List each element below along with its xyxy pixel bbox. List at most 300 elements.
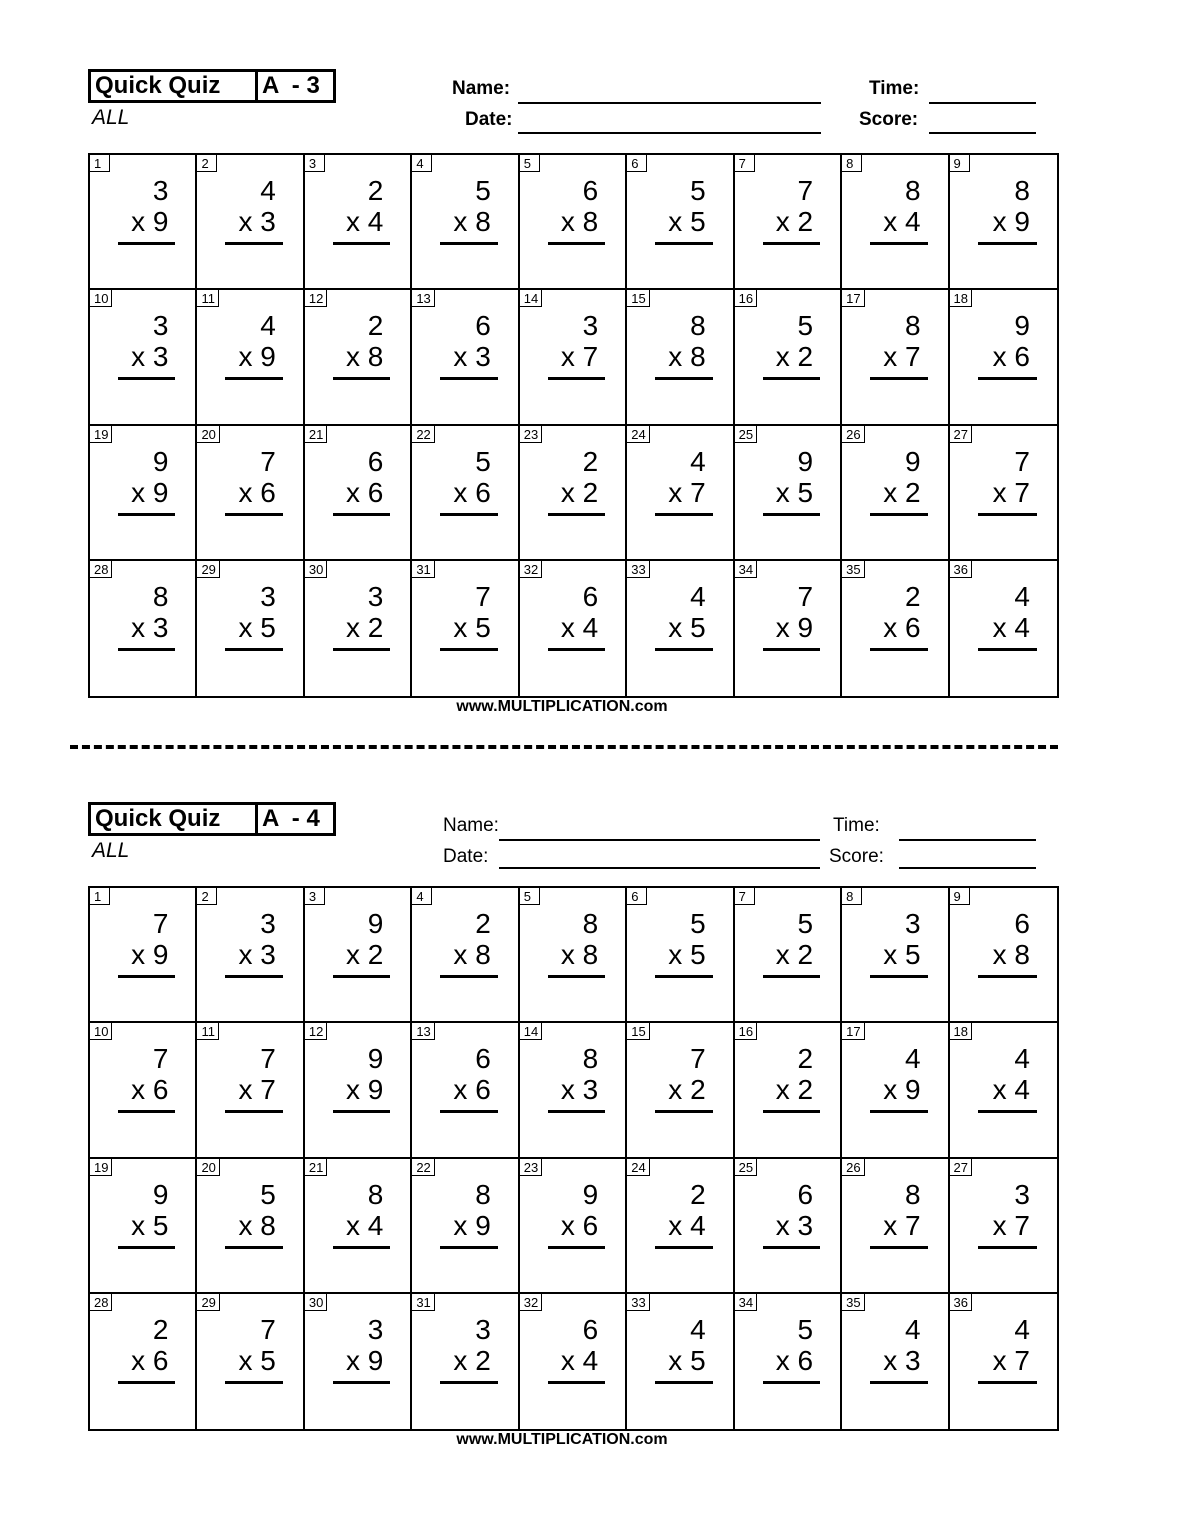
times-sign: x: [453, 1209, 476, 1241]
multiplicand: 3: [367, 580, 384, 612]
problem-cell[interactable]: [520, 561, 627, 696]
problem-cell[interactable]: [627, 1159, 734, 1294]
times-sign: x: [775, 1209, 798, 1241]
times-sign: x: [560, 341, 583, 373]
multiplier: 6: [367, 476, 384, 508]
problem-cell[interactable]: [735, 426, 842, 561]
multiplier: 5: [690, 1344, 706, 1376]
answer-line: [548, 648, 605, 651]
time-field[interactable]: [929, 102, 1036, 104]
answer-line: [440, 975, 497, 978]
multiplier: 2: [367, 939, 384, 970]
times-sign: x: [668, 341, 691, 373]
times-sign: x: [560, 476, 583, 508]
multiplicand: 2: [904, 580, 921, 612]
multiplier: 7: [1014, 1344, 1030, 1376]
multiplicand: 4: [1014, 1313, 1030, 1345]
problem-number: 32: [520, 1294, 542, 1311]
problem-cell[interactable]: [197, 561, 304, 696]
problem-cell[interactable]: [842, 1159, 949, 1294]
score-field[interactable]: [929, 132, 1036, 134]
times-sign: x: [992, 1209, 1015, 1241]
times-sign: x: [668, 206, 691, 237]
problem-number: 27: [950, 426, 972, 443]
multiplier: 5: [260, 1344, 276, 1376]
times-sign: x: [775, 206, 798, 237]
multiplicand: 6: [475, 310, 491, 342]
multiplicand: 5: [690, 908, 706, 939]
answer-line: [655, 975, 712, 978]
problem-number: 34: [735, 561, 757, 578]
multiplicand: 3: [260, 580, 276, 612]
problem-cell[interactable]: [197, 888, 304, 1023]
multiplier: 2: [367, 611, 384, 643]
problem-cell[interactable]: [197, 155, 304, 290]
multiplier: 2: [797, 341, 814, 373]
problem-cell[interactable]: [520, 888, 627, 1023]
multiplier-row: [453, 477, 490, 509]
times-sign: x: [668, 1344, 691, 1376]
problem-cell[interactable]: [412, 290, 519, 425]
answer-line: [118, 1110, 175, 1113]
multiplier: 5: [152, 1209, 169, 1241]
problem-number: 26: [842, 1159, 864, 1176]
multiplicand: 8: [367, 1178, 384, 1210]
problem-cell[interactable]: [950, 1023, 1057, 1158]
multiplier-row: [883, 341, 920, 373]
multiplier-row: [239, 206, 276, 238]
problem-number: 6: [627, 888, 647, 905]
problem-number: 5: [520, 888, 540, 905]
problem-cell[interactable]: [90, 426, 197, 561]
multiplier: 8: [582, 939, 599, 970]
problem-number: 7: [735, 155, 755, 172]
multiplier-row: [561, 1074, 598, 1106]
multiplicand: 7: [152, 908, 169, 939]
multiplier-row: [883, 612, 920, 644]
problem-cell[interactable]: [412, 1294, 519, 1429]
times-sign: x: [131, 1344, 153, 1376]
times-sign: x: [345, 611, 368, 643]
multiplier-row: [776, 1210, 813, 1242]
answer-line: [763, 513, 820, 516]
problem-cell[interactable]: [950, 1294, 1057, 1429]
problem-cell[interactable]: [842, 1294, 949, 1429]
multiplier-row: [239, 939, 276, 971]
multiplier-row: [776, 341, 813, 373]
multiplicand: 2: [367, 310, 384, 342]
times-sign: x: [238, 611, 261, 643]
problem-cell[interactable]: [305, 1294, 412, 1429]
score-label: Score:: [859, 109, 919, 130]
answer-line: [548, 513, 605, 516]
answer-line: [440, 377, 497, 380]
problem-cell[interactable]: [627, 426, 734, 561]
times-sign: x: [238, 341, 261, 373]
multiplier-row: [346, 206, 383, 238]
footer-url: www.MULTIPLICATION.com: [456, 1431, 668, 1448]
multiplier-row: [668, 477, 705, 509]
times-sign: x: [345, 476, 368, 508]
multiplicand: 8: [152, 580, 169, 612]
problem-number: 32: [520, 561, 542, 578]
multiplier: 6: [797, 1344, 814, 1376]
problem-number: 36: [950, 1294, 972, 1311]
multiplier-row: [993, 939, 1030, 971]
multiplier: 8: [475, 206, 491, 237]
multiplier: 9: [1014, 206, 1030, 237]
multiplier: 2: [797, 1074, 814, 1106]
multiplicand: 3: [475, 1313, 491, 1345]
problem-cell[interactable]: [520, 1023, 627, 1158]
multiplicand: 3: [904, 908, 921, 939]
problem-number: 14: [520, 290, 542, 307]
answer-line: [225, 1381, 282, 1384]
problem-cell[interactable]: [90, 1023, 197, 1158]
problem-cell[interactable]: [735, 155, 842, 290]
problem-cell[interactable]: [627, 888, 734, 1023]
multiplier-row: [131, 1210, 168, 1242]
multiplier: 3: [152, 341, 169, 373]
multiplicand: 2: [690, 1178, 706, 1210]
times-sign: x: [238, 1209, 261, 1241]
answer-line: [440, 513, 497, 516]
problem-number: 21: [305, 426, 327, 443]
multiplier: 5: [475, 611, 491, 643]
multiplier-row: [883, 206, 920, 238]
problem-cell[interactable]: [735, 1159, 842, 1294]
problem-cell[interactable]: [305, 888, 412, 1023]
answer-line: [655, 1381, 712, 1384]
problem-number: 1: [90, 888, 110, 905]
answer-line: [118, 242, 175, 245]
problem-cell[interactable]: [90, 290, 197, 425]
multiplier-row: [883, 1345, 920, 1377]
answer-line: [118, 975, 175, 978]
multiplicand: 5: [475, 175, 491, 206]
problem-cell[interactable]: [842, 1023, 949, 1158]
problem-cell[interactable]: [305, 290, 412, 425]
problem-number: 30: [305, 1294, 327, 1311]
multiplier: 5: [797, 476, 814, 508]
multiplier: 3: [475, 341, 491, 373]
multiplier: 2: [904, 476, 921, 508]
multiplicand: 9: [582, 1178, 599, 1210]
answer-line: [225, 242, 282, 245]
problem-cell[interactable]: [412, 888, 519, 1023]
times-sign: x: [668, 1209, 691, 1241]
multiplicand: 8: [582, 1043, 599, 1075]
answer-line: [440, 648, 497, 651]
multiplier-row: [453, 612, 490, 644]
multiplicand: 9: [367, 908, 384, 939]
multiplier: 4: [582, 611, 599, 643]
answer-line: [763, 975, 820, 978]
times-sign: x: [131, 341, 153, 373]
times-sign: x: [668, 611, 691, 643]
problem-number: 31: [412, 561, 434, 578]
problem-cell[interactable]: [305, 155, 412, 290]
multiplier: 5: [904, 939, 921, 970]
times-sign: x: [453, 341, 476, 373]
multiplicand: 5: [475, 445, 491, 477]
problem-number: 13: [412, 1023, 434, 1040]
problem-cell[interactable]: [90, 561, 197, 696]
date-label: Date:: [465, 109, 513, 130]
score-label: Score:: [829, 846, 884, 867]
times-sign: x: [238, 1074, 261, 1106]
times-sign: x: [453, 1074, 476, 1106]
multiplier-row: [776, 612, 813, 644]
multiplier: 6: [152, 1074, 169, 1106]
multiplier-row: [346, 341, 383, 373]
problem-cell[interactable]: [520, 155, 627, 290]
multiplier: 7: [582, 341, 599, 373]
problem-cell[interactable]: [950, 561, 1057, 696]
multiplier-row: [561, 206, 598, 238]
multiplicand: 2: [582, 445, 599, 477]
answer-line: [763, 648, 820, 651]
multiplicand: 7: [797, 175, 814, 206]
problem-cell[interactable]: [842, 561, 949, 696]
multiplier: 8: [367, 341, 384, 373]
multiplier: 8: [582, 206, 599, 237]
score-field[interactable]: [899, 867, 1036, 869]
date-field[interactable]: [499, 867, 820, 869]
multiplier: 3: [152, 611, 169, 643]
answer-line: [763, 1110, 820, 1113]
problem-cell[interactable]: [520, 1294, 627, 1429]
multiplier: 5: [690, 206, 706, 237]
problem-number: 5: [520, 155, 540, 172]
multiplier: 6: [1014, 341, 1030, 373]
multiplicand: 6: [797, 1178, 814, 1210]
problem-cell[interactable]: [842, 426, 949, 561]
multiplier: 8: [260, 1209, 276, 1241]
quiz-code: A - 4: [262, 805, 320, 832]
problem-cell[interactable]: [520, 1159, 627, 1294]
multiplier-row: [993, 341, 1030, 373]
problem-number: 8: [842, 888, 862, 905]
problem-number: 24: [627, 1159, 649, 1176]
multiplicand: 5: [797, 310, 814, 342]
multiplier-row: [561, 341, 598, 373]
answer-line: [655, 242, 712, 245]
multiplier-row: [883, 1210, 920, 1242]
multiplicand: 6: [1014, 908, 1030, 939]
name-field[interactable]: [518, 102, 821, 104]
multiplier: 2: [797, 939, 814, 970]
multiplier: 3: [260, 206, 276, 237]
multiplier-row: [453, 1210, 490, 1242]
problem-cell[interactable]: [950, 155, 1057, 290]
multiplier-row: [131, 341, 168, 373]
problem-cell[interactable]: [412, 155, 519, 290]
problem-cell[interactable]: [90, 1159, 197, 1294]
multiplicand: 8: [690, 310, 706, 342]
answer-line: [870, 513, 927, 516]
date-field[interactable]: [518, 132, 821, 134]
multiplier: 9: [797, 611, 814, 643]
multiplicand: 8: [904, 175, 921, 206]
times-sign: x: [345, 1209, 368, 1241]
answer-line: [225, 975, 282, 978]
problem-number: 18: [950, 1023, 972, 1040]
problem-cell[interactable]: [950, 426, 1057, 561]
times-sign: x: [453, 206, 476, 237]
quiz-title: Quick Quiz: [91, 805, 258, 833]
problem-cell[interactable]: [412, 426, 519, 561]
problem-number: 3: [305, 155, 325, 172]
problem-cell[interactable]: [842, 290, 949, 425]
problem-cell[interactable]: [197, 1294, 304, 1429]
problem-cell[interactable]: [305, 1159, 412, 1294]
multiplier-row: [239, 477, 276, 509]
times-sign: x: [992, 206, 1015, 237]
problem-cell[interactable]: [90, 1294, 197, 1429]
times-sign: x: [560, 1209, 583, 1241]
problem-cell[interactable]: [305, 426, 412, 561]
problem-cell[interactable]: [90, 155, 197, 290]
times-sign: x: [560, 1344, 583, 1376]
problem-cell[interactable]: [735, 888, 842, 1023]
multiplicand: 5: [797, 908, 814, 939]
multiplier: 9: [475, 1209, 491, 1241]
multiplier-row: [239, 612, 276, 644]
times-sign: x: [992, 1344, 1015, 1376]
times-sign: x: [668, 939, 691, 970]
quiz-title: Quick Quiz: [91, 72, 258, 100]
times-sign: x: [992, 341, 1015, 373]
problem-cell[interactable]: [197, 1023, 304, 1158]
answer-line: [763, 242, 820, 245]
problem-cell[interactable]: [950, 1159, 1057, 1294]
problem-number: 34: [735, 1294, 757, 1311]
time-label: Time:: [869, 78, 920, 99]
problem-cell[interactable]: [520, 290, 627, 425]
problem-cell[interactable]: [305, 561, 412, 696]
multiplier-row: [453, 341, 490, 373]
multiplicand: 2: [797, 1043, 814, 1075]
problem-cell[interactable]: [627, 155, 734, 290]
problem-cell[interactable]: [950, 888, 1057, 1023]
multiplicand: 6: [582, 580, 599, 612]
times-sign: x: [668, 1074, 691, 1106]
problem-cell[interactable]: [412, 561, 519, 696]
times-sign: x: [345, 1344, 368, 1376]
problem-cell[interactable]: [735, 1294, 842, 1429]
problem-number: 14: [520, 1023, 542, 1040]
problem-cell[interactable]: [735, 290, 842, 425]
multiplier: 9: [367, 1344, 384, 1376]
multiplier-row: [668, 939, 705, 971]
multiplier-row: [993, 206, 1030, 238]
times-sign: x: [775, 341, 798, 373]
multiplier: 6: [582, 1209, 599, 1241]
answer-line: [870, 975, 927, 978]
problem-cell[interactable]: [627, 1294, 734, 1429]
multiplicand: 5: [690, 175, 706, 206]
answer-line: [333, 975, 390, 978]
answer-line: [655, 1110, 712, 1113]
times-sign: x: [560, 939, 583, 970]
multiplicand: 9: [1014, 310, 1030, 342]
times-sign: x: [883, 611, 905, 643]
multiplicand: 4: [904, 1313, 921, 1345]
problem-cell[interactable]: [412, 1159, 519, 1294]
multiplicand: 3: [152, 175, 169, 206]
date-label: Date:: [443, 846, 489, 867]
problem-number: 1: [90, 155, 110, 172]
problem-cell[interactable]: [412, 1023, 519, 1158]
problem-number: 20: [197, 1159, 219, 1176]
problem-number: 2: [197, 888, 217, 905]
problem-cell[interactable]: [950, 290, 1057, 425]
problem-cell[interactable]: [627, 290, 734, 425]
answer-line: [225, 1110, 282, 1113]
answer-line: [118, 377, 175, 380]
multiplier-row: [131, 1074, 168, 1106]
problem-number: 10: [90, 1023, 112, 1040]
multiplier-row: [776, 939, 813, 971]
problem-number: 13: [412, 290, 434, 307]
problem-number: 35: [842, 561, 864, 578]
multiplier: 2: [582, 476, 599, 508]
problem-cell[interactable]: [197, 1159, 304, 1294]
problem-number: 9: [950, 888, 970, 905]
answer-line: [548, 1110, 605, 1113]
problem-cell[interactable]: [735, 561, 842, 696]
times-sign: x: [345, 341, 368, 373]
multiplier-row: [239, 1074, 276, 1106]
times-sign: x: [883, 1344, 905, 1376]
times-sign: x: [238, 206, 261, 237]
problem-number: 9: [950, 155, 970, 172]
problem-number: 28: [90, 1294, 112, 1311]
problem-cell[interactable]: [197, 426, 304, 561]
problem-number: 36: [950, 561, 972, 578]
multiplier-row: [346, 1210, 383, 1242]
multiplier: 8: [690, 341, 706, 373]
multiplicand: 3: [582, 310, 599, 342]
multiplier-row: [993, 477, 1030, 509]
answer-line: [548, 242, 605, 245]
problem-cell[interactable]: [520, 426, 627, 561]
problem-cell[interactable]: [842, 888, 949, 1023]
problem-number: 4: [412, 155, 432, 172]
problem-cell[interactable]: [197, 290, 304, 425]
name-field[interactable]: [499, 839, 820, 841]
answer-line: [763, 1381, 820, 1384]
problem-cell[interactable]: [305, 1023, 412, 1158]
problem-cell[interactable]: [627, 1023, 734, 1158]
problem-cell[interactable]: [90, 888, 197, 1023]
multiplier-row: [131, 477, 168, 509]
problem-cell[interactable]: [627, 561, 734, 696]
name-label: Name:: [452, 78, 511, 99]
problem-number: 22: [412, 426, 434, 443]
multiplier: 2: [797, 206, 814, 237]
problem-cell[interactable]: [842, 155, 949, 290]
problem-number: 10: [90, 290, 112, 307]
multiplier: 9: [904, 1074, 921, 1106]
multiplier: 3: [260, 939, 276, 970]
answer-line: [978, 1110, 1037, 1113]
problem-number: 26: [842, 426, 864, 443]
problem-cell[interactable]: [735, 1023, 842, 1158]
problem-number: 17: [842, 290, 864, 307]
time-field[interactable]: [899, 839, 1036, 841]
